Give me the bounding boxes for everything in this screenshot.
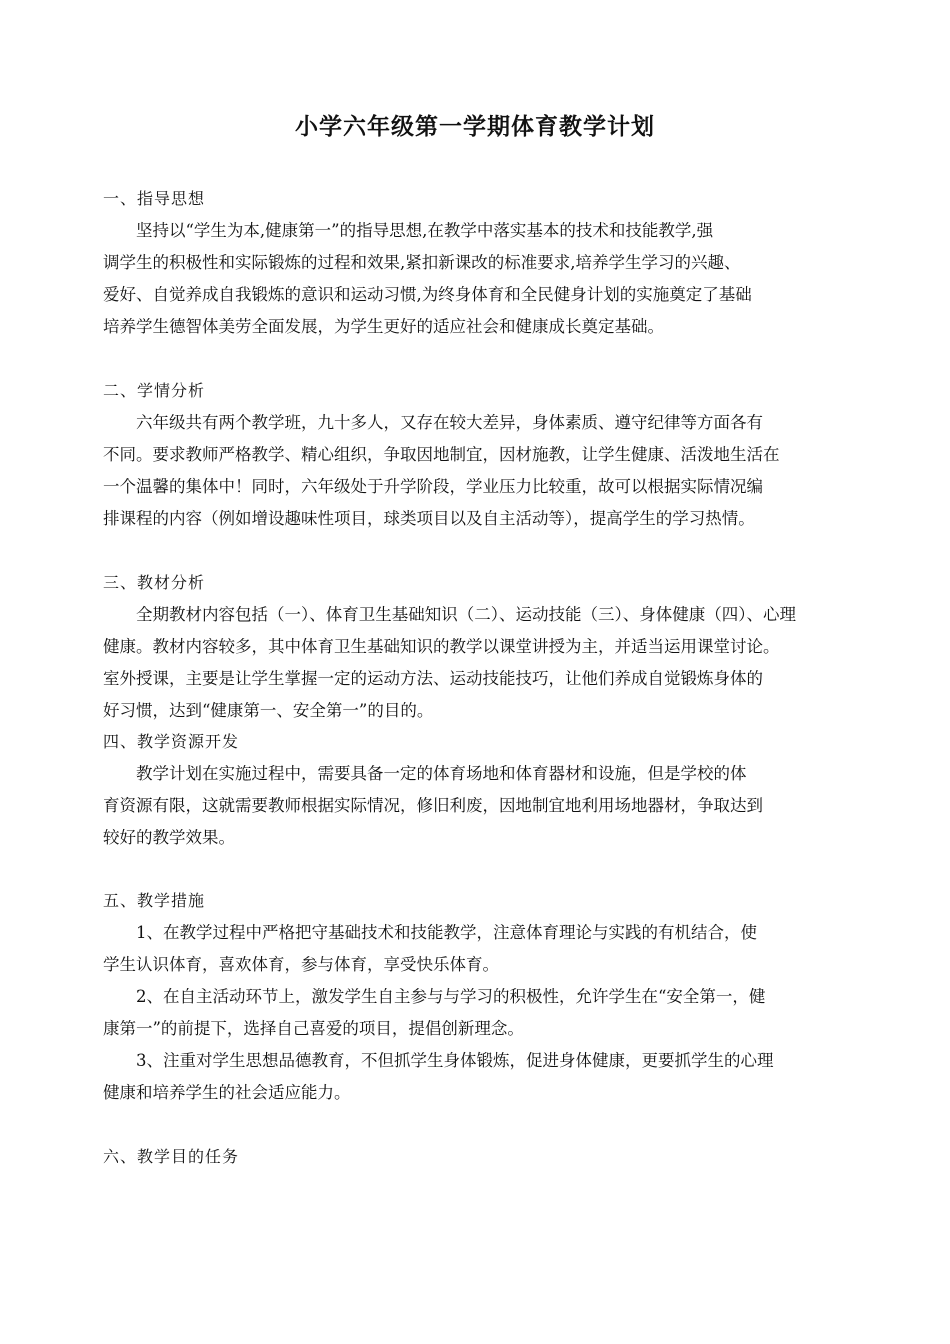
paragraph-line: 健康和培养学生的社会适应能力。 xyxy=(103,1083,351,1102)
section-body-student-analysis xyxy=(103,407,863,535)
section-heading-student-analysis: 二、学情分析 xyxy=(103,381,206,400)
paragraph-line: 2、在自主活动环节上，激发学生自主参与与学习的积极性，允许学生在“安全第一，健 xyxy=(103,987,766,1006)
section-heading-resource-development: 四、教学资源开发 xyxy=(103,732,240,751)
section-heading-guiding-ideology: 一、指导思想 xyxy=(103,189,206,208)
paragraph-line: 六年级共有两个教学班，九十多人，又存在较大差异，身体素质、遵守纪律等方面各有 xyxy=(103,413,763,432)
paragraph-line: 不同。要求教师严格教学、精心组织，争取因地制宜，因材施教，让学生健康、活泼地生活在 xyxy=(103,445,780,464)
paragraph-line: 教学计划在实施过程中，需要具备一定的体育场地和体育器材和设施，但是学校的体 xyxy=(103,764,747,783)
paragraph-line: 较好的教学效果。 xyxy=(103,828,235,847)
paragraph-line: 育资源有限，这就需要教师根据实际情况，修旧利废，因地制宜地利用场地器材，争取达到 xyxy=(103,796,763,815)
paragraph-line: 培养学生德智体美劳全面发展，为学生更好的适应社会和健康成长奠定基础。 xyxy=(103,317,664,336)
section-heading-material-analysis: 三、教材分析 xyxy=(103,573,206,592)
paragraph-line: 健康。教材内容较多，其中体育卫生基础知识的教学以课堂讲授为主，并适当运用课堂讨论。 xyxy=(103,637,780,656)
paragraph-line: 好习惯，达到“健康第一、安全第一”的目的。 xyxy=(103,701,434,720)
section-body-resource-development xyxy=(103,758,863,854)
paragraph-line: 室外授课，主要是让学生掌握一定的运动方法、运动技能技巧，让他们养成自觉锻炼身体的 xyxy=(103,669,763,688)
document-title: 小学六年级第一学期体育教学计划 xyxy=(295,113,655,140)
section-heading-teaching-objectives: 六、教学目的任务 xyxy=(103,1147,240,1166)
paragraph-line: 3、注重对学生思想品德教育，不但抓学生身体锻炼，促进身体健康，更要抓学生的心理 xyxy=(103,1051,774,1070)
section-heading-teaching-measures: 五、教学措施 xyxy=(103,891,206,910)
section-body-material-analysis xyxy=(103,599,863,727)
paragraph-line: 调学生的积极性和实际锻炼的过程和效果,紧扣新课改的标准要求,培养学生学习的兴趣、 xyxy=(103,253,741,272)
paragraph-line: 1、在教学过程中严格把守基础技术和技能教学，注意体育理论与实践的有机结合，使 xyxy=(103,923,757,942)
paragraph-line: 坚持以“学生为本,健康第一”的指导思想,在教学中落实基本的技术和技能教学,强 xyxy=(103,221,714,240)
section-body-guiding-ideology xyxy=(103,215,863,343)
paragraph-line: 康第一”的前提下，选择自己喜爱的项目，提倡创新理念。 xyxy=(103,1019,524,1038)
paragraph-line: 排课程的内容（例如增设趣味性项目，球类项目以及自主活动等），提高学生的学习热情。 xyxy=(103,509,755,528)
paragraph-line: 学生认识体育，喜欢体育，参与体育，享受快乐体育。 xyxy=(103,955,499,974)
section-body-teaching-measures xyxy=(103,917,863,1109)
paragraph-line: 一个温馨的集体中！同时，六年级处于升学阶段，学业压力比较重，故可以根据实际情况编 xyxy=(103,477,763,496)
paragraph-line: 全期教材内容包括（一）、体育卫生基础知识（二）、运动技能（三）、身体健康（四）、心理 xyxy=(103,605,796,624)
paragraph-line: 爱好、自觉养成自我锻炼的意识和运动习惯,为终身体育和全民健身计划的实施奠定了基础 xyxy=(103,285,752,304)
